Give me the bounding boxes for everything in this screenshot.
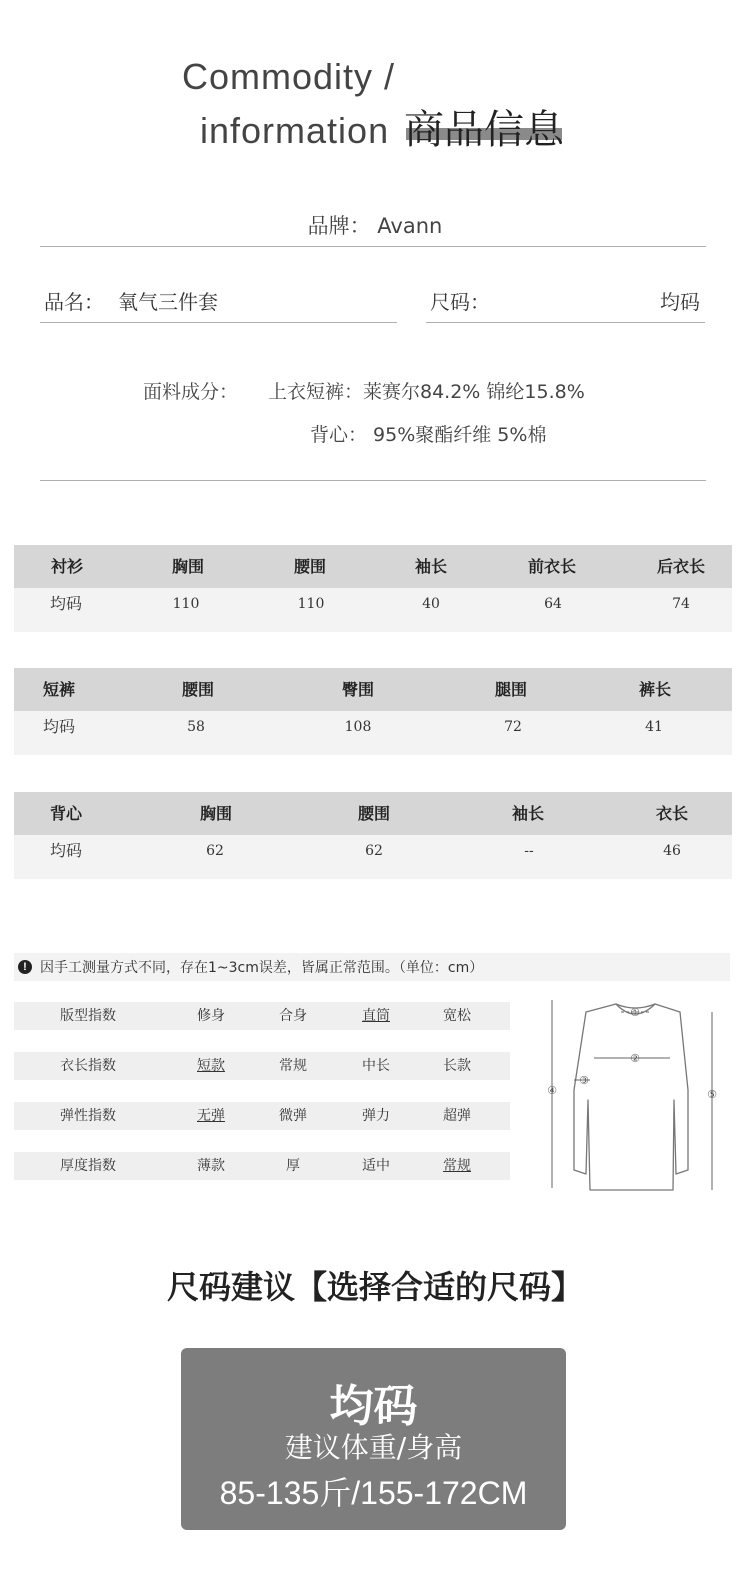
header-english-line1: Commodity / [182, 56, 396, 97]
index-option: 长款 [443, 1058, 471, 1074]
table-header-cell: 前衣长 [527, 557, 577, 576]
brand-line: 品牌： Avann [307, 214, 443, 238]
elasticity-index-row [14, 1102, 510, 1130]
table-header-cell: 裤长 [638, 680, 672, 699]
divider [40, 322, 397, 323]
header-english-line2: information [200, 110, 390, 151]
table-header-cell: 胸围 [171, 557, 205, 576]
index-option: 常规 [279, 1058, 307, 1074]
index-option: 宽松 [443, 1008, 471, 1024]
table-cell: 62 [206, 843, 224, 859]
measurement-notice [14, 953, 730, 981]
length-index-row [14, 1052, 510, 1080]
index-option: 微弹 [279, 1108, 307, 1124]
index-option: 适中 [362, 1158, 390, 1174]
suggested-size: 均码 [329, 1381, 418, 1432]
notice-text: 因手工测量方式不同，存在1~3cm误差，皆属正常范围。（单位：cm） [40, 960, 484, 976]
diagram-label-2: ② [630, 1052, 640, 1065]
table-cell: 74 [672, 596, 690, 612]
size-suggestion-title: 尺码建议【选择合适的尺码】 [166, 1268, 583, 1306]
index-option: 修身 [197, 1008, 225, 1024]
index-label: 弹性指数 [60, 1108, 116, 1124]
table-header-cell: 后衣长 [656, 557, 706, 576]
diagram-label-1: ① [630, 1006, 640, 1019]
product-name-label: 品名： [44, 290, 104, 314]
table-header-cell: 臀围 [341, 680, 375, 699]
shirt-size-table [14, 545, 732, 632]
table-header-cell: 腰围 [181, 680, 215, 699]
size-value: 均码 [660, 290, 700, 314]
thickness-index-row [14, 1152, 510, 1180]
weight-height-range: 85-135斤/155-172CM [219, 1475, 528, 1511]
table-header-cell: 胸围 [199, 804, 233, 823]
table-header-cell: 衣长 [655, 804, 689, 823]
product-name-value: 氧气三件套 [118, 290, 218, 314]
table-cell: 62 [365, 843, 383, 859]
size-suggestion-card [181, 1348, 566, 1530]
shirt-outline [574, 1004, 688, 1190]
table-cell: 40 [422, 596, 440, 612]
table-cell: 72 [504, 719, 522, 735]
divider [40, 246, 706, 247]
index-option: 合身 [279, 1008, 307, 1024]
shorts-size-table [14, 668, 732, 755]
table-header-row [14, 668, 732, 711]
table-cell: 64 [544, 596, 562, 612]
garment-measurement-diagram [538, 990, 738, 1195]
table-header-cell: 衬衫 [50, 557, 84, 576]
fit-index-row [14, 1002, 510, 1030]
size-label: 尺码： [430, 290, 490, 314]
table-header-cell: 背心 [49, 804, 83, 823]
table-cell: 46 [663, 843, 681, 859]
table-header-row [14, 545, 732, 588]
table-header-cell: 短裤 [42, 680, 76, 699]
table-row [14, 835, 732, 879]
table-header-cell: 腿围 [494, 680, 528, 699]
index-option: 薄款 [197, 1158, 225, 1174]
index-option-selected: 无弹 [197, 1108, 225, 1124]
index-option: 厚 [286, 1158, 300, 1174]
table-cell: 110 [297, 596, 325, 612]
index-option-selected: 常规 [443, 1158, 471, 1174]
table-cell: -- [524, 843, 534, 859]
divider [426, 322, 705, 323]
index-label: 衣长指数 [60, 1058, 116, 1074]
fabric-label: 面料成分： [143, 381, 239, 403]
table-cell: 均码 [49, 841, 83, 860]
divider [40, 480, 706, 481]
fabric-line-top-shorts: 上衣短裤：莱赛尔84.2% 锦纶15.8% [268, 381, 585, 403]
table-header-cell: 袖长 [511, 804, 545, 823]
table-cell: 41 [645, 719, 663, 735]
index-option: 超弹 [443, 1108, 471, 1124]
diagram-label-5: ⑤ [707, 1088, 717, 1101]
exclamation-icon: ! [18, 960, 32, 974]
table-cell: 110 [172, 596, 200, 612]
table-cell: 均码 [42, 717, 76, 736]
diagram-label-3: ③ [579, 1074, 589, 1087]
table-header-row [14, 792, 732, 835]
suggestion-subtitle: 建议体重/身高 [284, 1431, 463, 1464]
index-option-selected: 直筒 [362, 1008, 390, 1024]
table-header-cell: 腰围 [357, 804, 391, 823]
fabric-line-vest: 背心： 95%聚酯纤维 5%棉 [310, 424, 547, 446]
table-cell: 均码 [49, 594, 83, 613]
index-label: 厚度指数 [60, 1158, 116, 1174]
header-chinese-title: 商品信息 [404, 107, 564, 153]
table-cell: 58 [187, 719, 205, 735]
index-option-selected: 短款 [197, 1058, 225, 1074]
table-header-cell: 腰围 [293, 557, 327, 576]
index-option: 中长 [362, 1058, 390, 1074]
table-cell: 108 [344, 719, 372, 735]
diagram-label-4: ④ [547, 1084, 557, 1097]
index-label: 版型指数 [60, 1008, 116, 1024]
vest-size-table [14, 792, 732, 879]
index-option: 弹力 [362, 1108, 390, 1124]
table-row [14, 711, 732, 755]
table-header-cell: 袖长 [414, 557, 448, 576]
table-row [14, 588, 732, 632]
